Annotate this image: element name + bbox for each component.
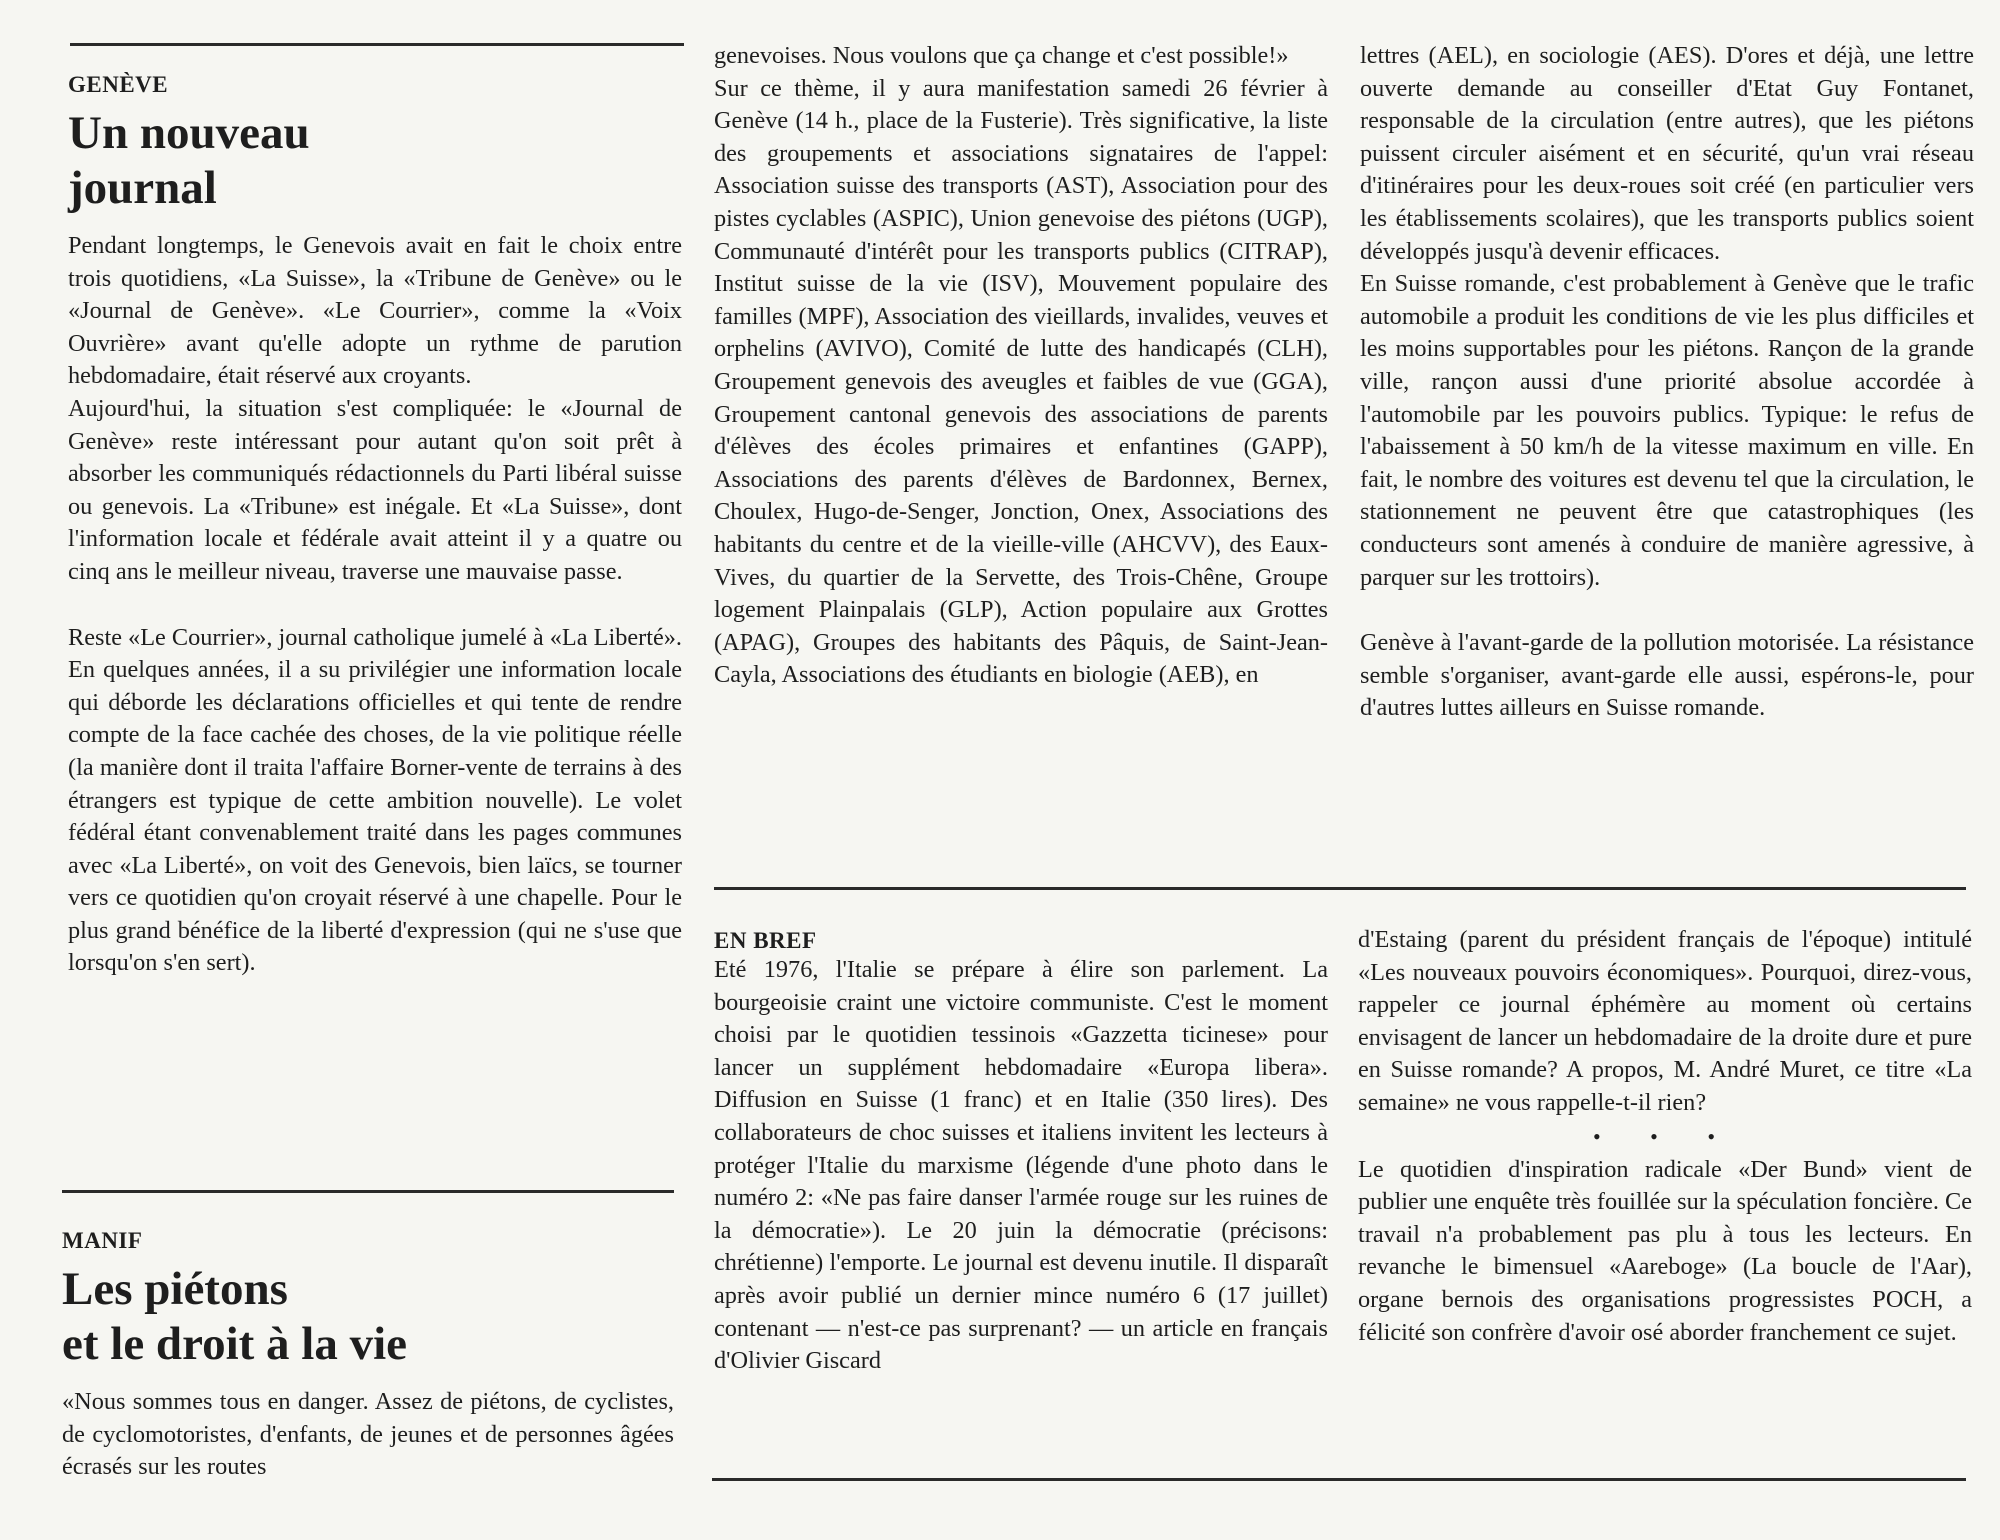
manif-kicker: MANIF <box>62 1228 143 1253</box>
manif-col3-paragraph-2: En Suisse romande, c'est probablement à Genève que le trafic automobile a produit les conditions de vie les plus difficiles et les moins supportables pour les piétons. Rançon de la grande ville, rançon aussi d'une priorité absolue accordée à l'automobile par les pouvoirs publics. Typique: le refus de l'abaissement à 50 km/h de la vitesse maximum en ville. En fait, le nombre des voitures est devenu tel que la circulation, le stationnement ne peuvent être que catastrophiques (les conducteurs sont amenés à conduire de manière agressive, à parquer sur les trottoirs). <box>1360 270 1974 591</box>
geneve-paragraph-2: Aujourd'hui, la situation s'est compliquée: le «Journal de Genève» reste intéressant pour autant qu'on soit prêt à absorber les communiqués rédactionnels du Parti libéral suisse ou genevois. La «Tribune» est inégale. Et «La Suisse», dont l'information locale et fédérale avait atteint il y a quatre ou cinq ans le meilleur niveau, traverse une mauvaise passe. <box>68 394 682 585</box>
manif-col2-paragraph-2: Sur ce thème, il y aura manifestation samedi 26 février à Genève (14 h., place de la Fusterie). Très significative, la liste des groupements et associations signataires de l'appel: Association suisse des transports (AST), Association pour des pistes cyclables (ASPIC), Union genevoise des piétons (UGP), Communauté d'intérêt pour les transports publics (CITRAP), Institut suisse de la vie (ISV), Mouvement populaire des familles (MPF), Association des vieillards, invalides, veuves et orphelins (AVIVO), Comité de lutte des handicapés (CLH), Groupement genevois des aveugles et faibles de vue (GGA), Groupement cantonal genevois des associations de parents d'élèves des écoles primaires et enfantines (GAPP), Associations des parents d'élèves de Bardonnex, Bernex, Choulex, Hugo-de-Senger, Jonction, Onex, Associations des habitants du centre et de la vieille-ville (AHCVV), des Eaux-Vives, du quartier de la Servette, des Trois-Chêne, Groupe logement Plainpalais (GLP), Action populaire aux Grottes (APAG), Groupes des habitants des Pâquis, de Saint-Jean-Cayla, Associations des étudiants en biologie (AEB), en <box>714 74 1328 689</box>
manif-column-3 <box>1360 40 1974 725</box>
geneve-headline <box>68 106 682 216</box>
enbref-col1-text: Eté 1976, l'Italie se prépare à élire son parlement. La bourgeoisie craint une victoire communiste. C'est le moment choisi par le quotidien tessinois «Gazzetta ticinese» pour lancer un supplément hebdomadaire «Europa libera». Diffusion en Suisse (1 franc) et en Italie (350 lires). Des collaborateurs de choc suisses et italiens invitent les lecteurs à protéger l'Italie du marxisme (légende d'une photo dans le numéro 2: «Ne pas faire danser l'armée rouge sur les ruines de la démocratie»). Le 20 juin la démocratie (précisons: chrétienne) l'emporte. Le journal est devenu inutile. Il disparaît après avoir publié un dernier mince numéro 6 (17 juillet) contenant — n'est-ce pas surprenant? — un article en français d'Olivier Giscard <box>714 956 1328 1375</box>
enbref-rule <box>714 887 1966 890</box>
enbref-separator: • • • <box>1592 1123 1738 1149</box>
geneve-paragraph-3: Reste «Le Courrier», journal catholique jumelé à «La Liberté». En quelques années, il a su privilégier une information locale qui déborde les déclarations officielles et qui tente de rendre compte de la face cachée des choses, de la vie politique réelle (la manière dont il traita l'affaire Borner-vente de terrains à des étrangers est typique de cette ambition nouvelle). Le volet fédéral étant convenablement traité dans les pages communes avec «La Liberté», on voit des Genevois, bien laïcs, se tourner vers ce quotidien qu'on croyait réservé à une chapelle. Pour le plus grand bénéfice de la liberté d'expression (qui ne s'use que lorsqu'on s'en sert). <box>68 623 682 977</box>
geneve-paragraph-1: Pendant longtemps, le Genevois avait en fait le choix entre trois quotidiens, «La Suisse», la «Tribune de Genève» ou le «Journal de Genève». «Le Courrier», comme la «Voix Ouvrière» avant qu'elle adopte un rythme de parution hebdomadaire, était réservé aux croyants. <box>68 232 682 390</box>
top-rule-left <box>70 43 684 46</box>
manif-headline <box>62 1262 674 1372</box>
geneve-article <box>68 72 682 980</box>
enbref-article <box>714 928 1328 1378</box>
enbref-col2-paragraph-1: d'Estaing (parent du président français de l'époque) intitulé «Les nouveaux pouvoirs économiques». Pourquoi, direz-vous, rappeler ce journal éphémère au moment où certains envisagent de lancer un hebdomadaire de la droite dure et pure en Suisse romande? A propos, M. André Muret, ce titre «La semaine» ne vous rappelle-t-il rien? <box>1358 926 1972 1116</box>
enbref-kicker: EN BREF <box>714 928 817 953</box>
enbref-col2-paragraph-2: Le quotidien d'inspiration radicale «Der Bund» vient de publier une enquête très fouillée sur la spéculation foncière. Ce travail n'a probablement pas plu à tous les lecteurs. En revanche le bimensuel «Aareboge» (La boucle de l'Aar), organe bernois des organisations progressistes POCH, a félicité son confrère d'avoir osé aborder franchement ce sujet. <box>1358 1155 1972 1346</box>
manif-column-2 <box>714 40 1328 692</box>
manif-col1-text: «Nous sommes tous en danger. Assez de piétons, de cyclistes, de cyclomotoristes, d'enfants, de jeunes et de personnes âgées écrasés sur les routes <box>62 1388 674 1481</box>
manif-col3-paragraph-1: lettres (AEL), en sociologie (AES). D'ores et déjà, une lettre ouverte demande au conseiller d'Etat Guy Fontanet, responsable de la circulation (entre autres), que les piétons puissent circuler aisément et en sécurité, qu'un vrai réseau d'itinéraires pour les deux-roues soit créé (en particulier vers les établissements scolaires), que les transports publics soient développés jusqu'à devenir efficaces. <box>1360 42 1974 265</box>
bottom-rule <box>712 1478 1966 1481</box>
manif-article <box>62 1228 674 1484</box>
geneve-kicker: GENÈVE <box>68 72 169 97</box>
manif-title-line2: et le droit à la vie <box>62 1318 408 1370</box>
enbref-column-2 <box>1358 924 1972 1349</box>
manif-title-line1: Les piétons <box>62 1263 288 1315</box>
geneve-title-line2: journal <box>68 162 217 214</box>
manif-col3-paragraph-3: Genève à l'avant-garde de la pollution motorisée. La résistance semble s'organiser, avant-garde elle aussi, espérons-le, pour d'autres luttes ailleurs en Suisse romande. <box>1360 629 1974 722</box>
manif-rule <box>62 1190 674 1193</box>
manif-col2-paragraph-1: genevoises. Nous voulons que ça change et c'est possible!» <box>714 42 1289 69</box>
geneve-title-line1: Un nouveau <box>68 107 310 159</box>
